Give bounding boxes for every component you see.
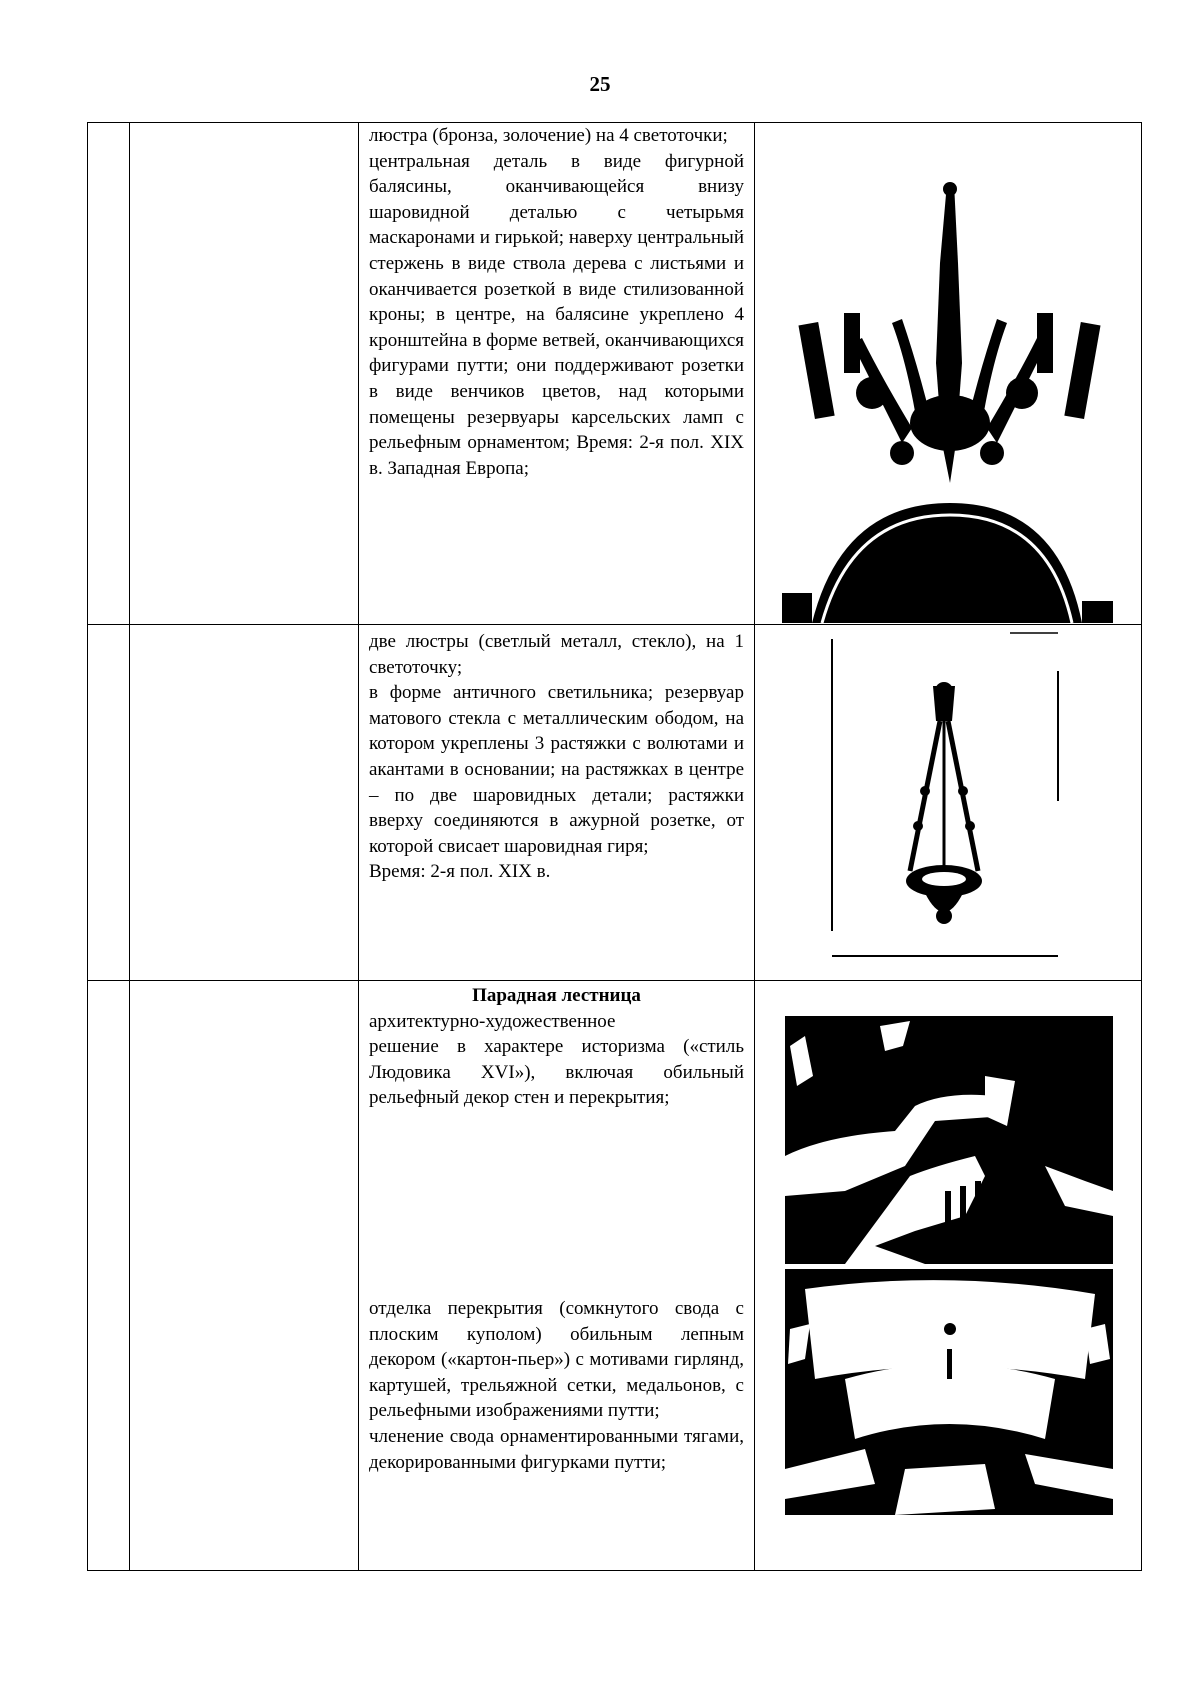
description-paragraph: членение свода орнаментированными тягами, декорированными фигурками путти; xyxy=(369,1425,744,1473)
image-cell xyxy=(755,981,1142,1571)
table-row xyxy=(88,123,1142,625)
number-cell xyxy=(88,123,130,625)
register-table xyxy=(87,122,1142,1571)
description-paragraph: люстра (бронза, золочение) на 4 светоточки; xyxy=(369,125,728,146)
description-paragraph: центральная деталь в виде фигурной балясины, оканчивающейся внизу шаровидной деталью с четырьмя маскаронами и гирькой; наверху центральный стержень в виде ствола дерева с листьями и оканчивается розеткой в виде стилизованной кроны; в центре, на балясине укреплено 4 кронштейна в форме ветвей, оканчивающихся фигурами путти; они поддерживают розетки в виде венчиков цветов, над которыми помещены резервуары карсельских ламп с рельефным орнаментом; Время: 2-я пол. XIX в. Западная Европа; xyxy=(369,150,744,479)
staircase-photo xyxy=(785,1016,1113,1264)
description-paragraph: Время: 2-я пол. XIX в. xyxy=(369,861,551,883)
image-cell xyxy=(755,123,1142,625)
section-heading: Парадная лестница xyxy=(472,985,641,1006)
chandelier-photo xyxy=(782,123,1113,623)
image-cell xyxy=(755,625,1142,981)
object-cell xyxy=(130,123,359,625)
description-paragraph: две люстры (светлый металл, стекло), на 1 светоточку; xyxy=(369,631,744,678)
description-cell xyxy=(359,123,755,625)
number-cell xyxy=(88,981,130,1571)
description-cell xyxy=(359,981,755,1571)
description-paragraph: отделка перекрытия (сомкнутого свода с плоским куполом) обильным лепным декором («картон-пьер») с мотивами гирлянд, картушей, трельяжной сетки, медальонов, с рельефными изображениями путти; xyxy=(369,1297,744,1422)
description-paragraph: в форме античного светильника; резервуар матового стекла с металлическим ободом, на котором укреплены 3 растяжки с волютами и акантами в основании; на растяжках в центре – по две шаровидных детали; растяжки вверху соединяются в ажурной розетке, от которой свисает шаровидная гиря; xyxy=(369,682,744,857)
description-cell xyxy=(359,625,755,981)
table-row xyxy=(88,981,1142,1571)
table-row xyxy=(88,625,1142,981)
number-cell xyxy=(88,625,130,981)
lamp-photo xyxy=(830,631,1060,961)
object-cell xyxy=(130,625,359,981)
description-paragraph: архитектурно-художественное xyxy=(369,1010,616,1032)
description-paragraph: решение в характере историзма («стиль Людовика XVI»), включая обильный рельефный декор стен и перекрытия; xyxy=(369,1036,744,1109)
object-cell xyxy=(130,981,359,1571)
page-number: 25 xyxy=(589,72,611,96)
ceiling-photo xyxy=(785,1269,1113,1515)
